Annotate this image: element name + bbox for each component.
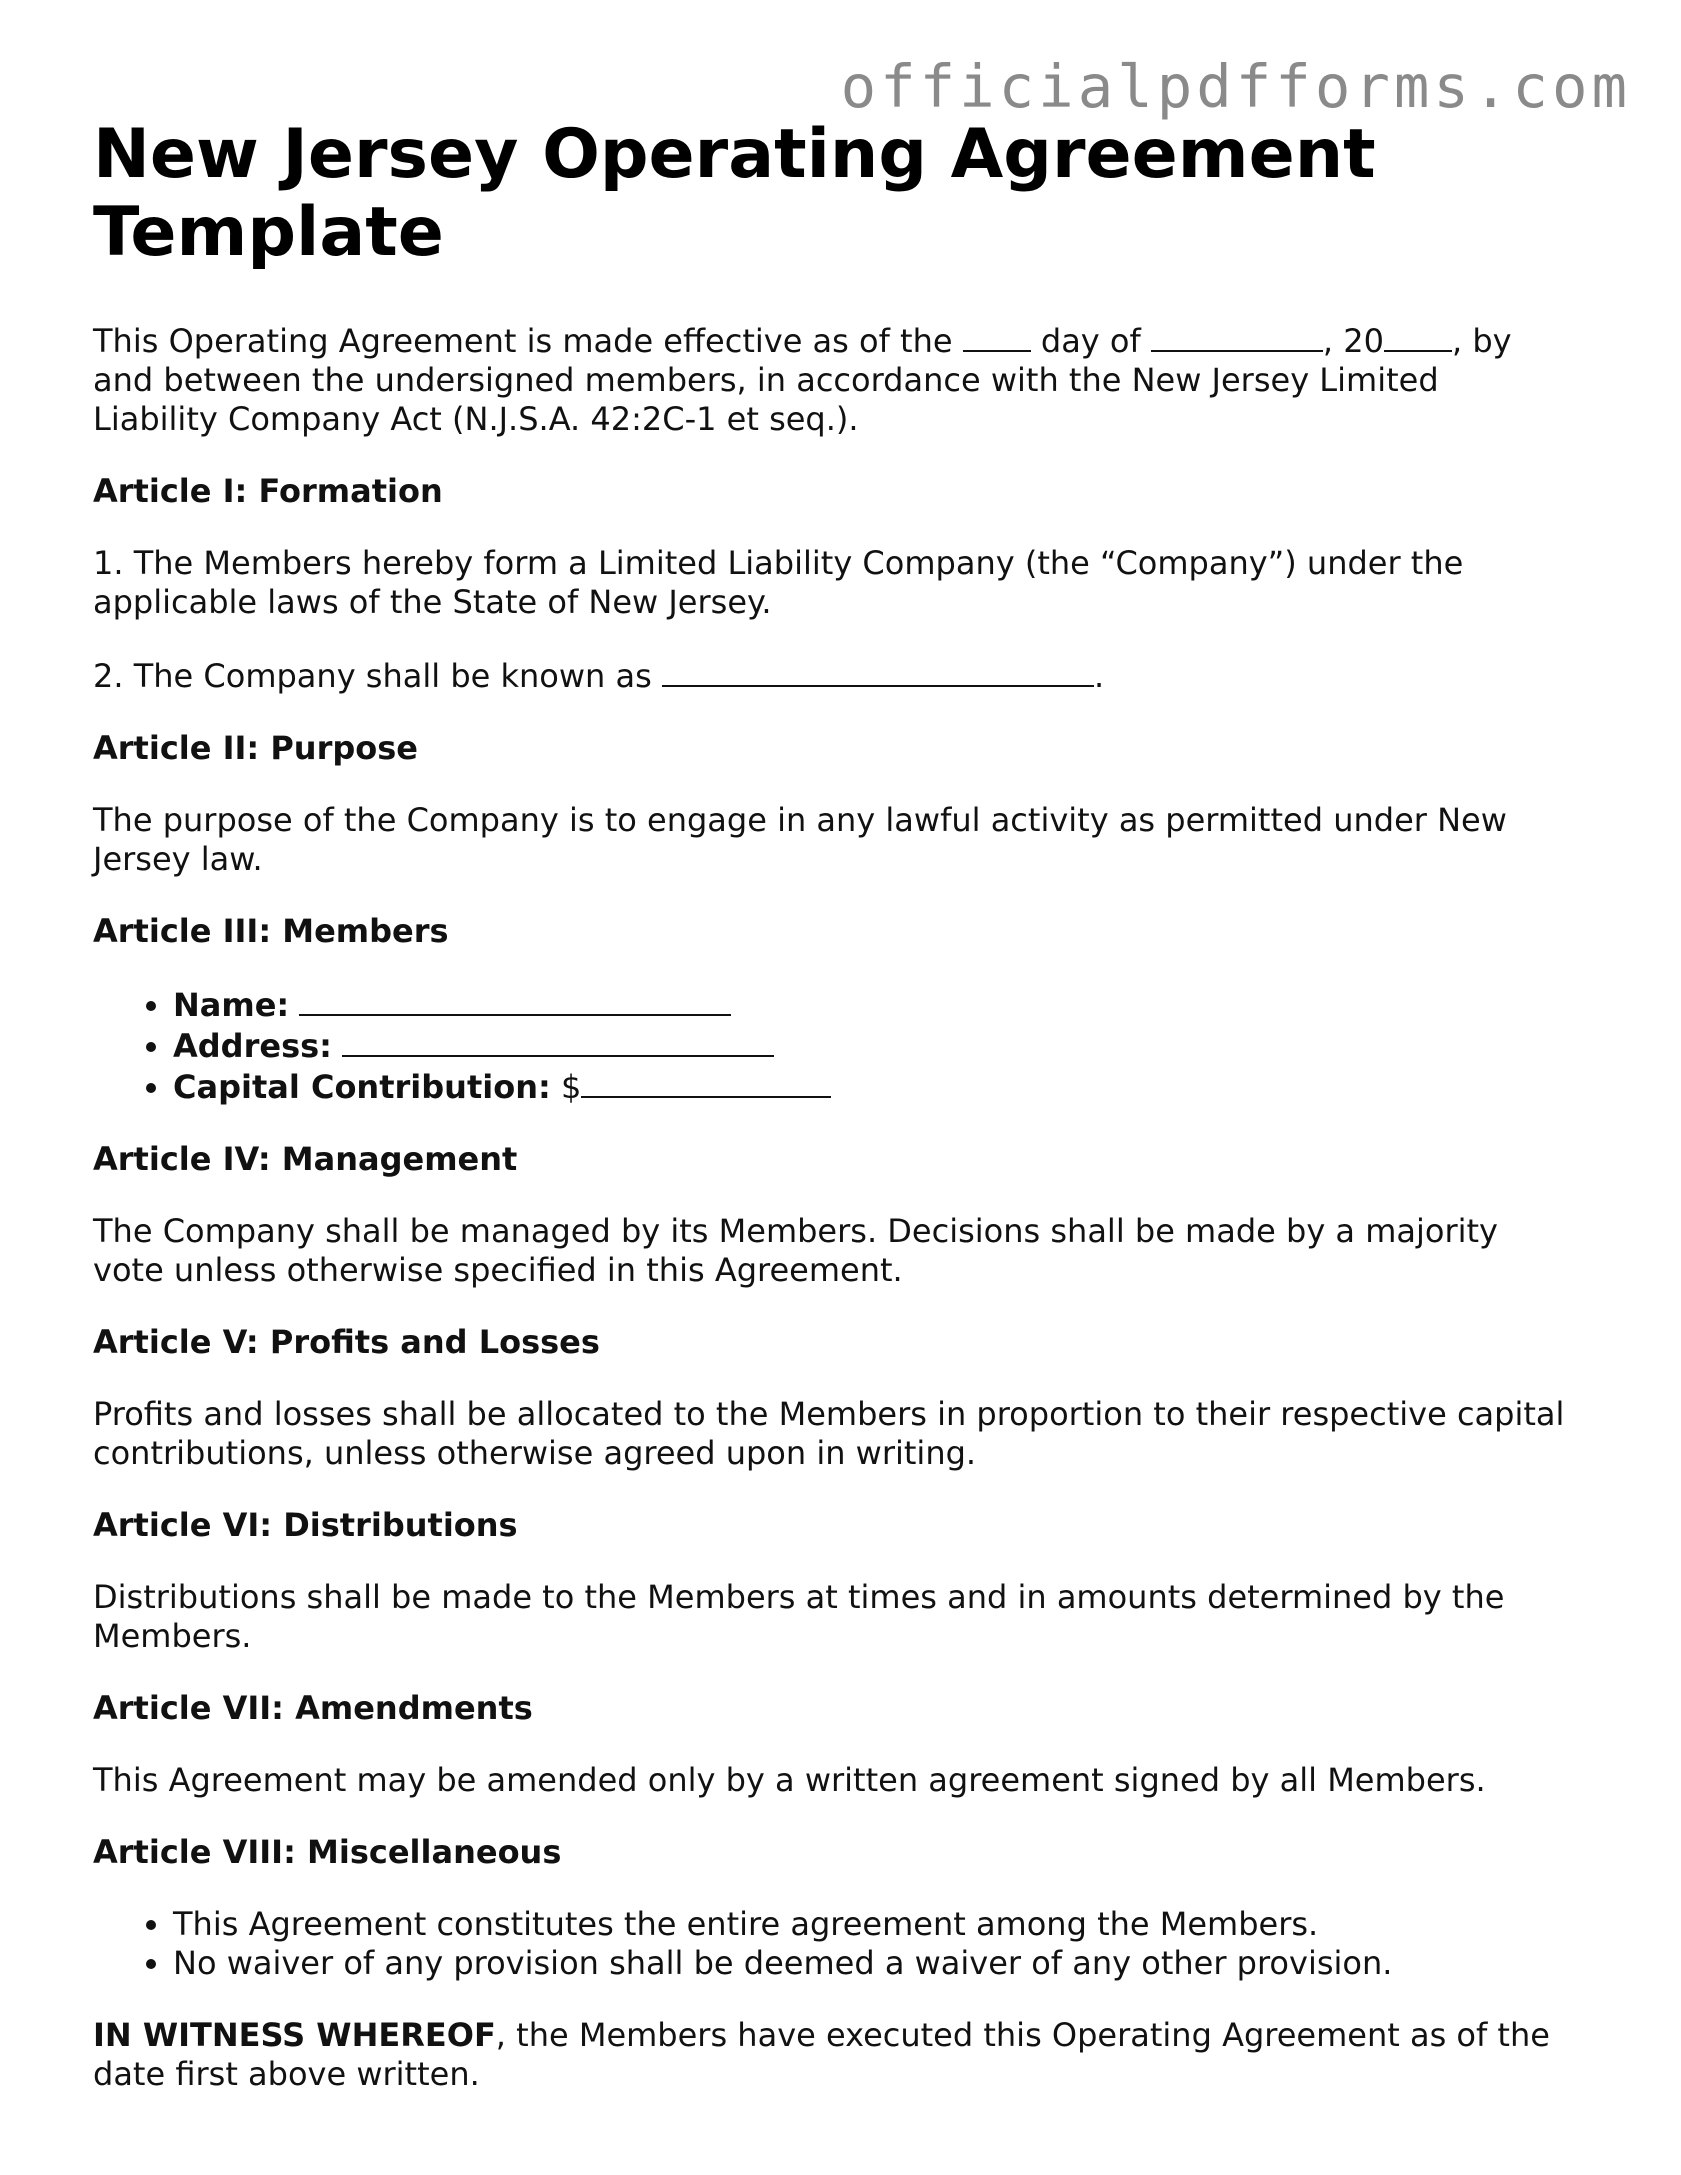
intro-text-end: , by and between the undersigned members, in accordance with the New Jersey Limited Liability Company Act (N.J.S.A. 42:2C-1 et seq.). (93, 322, 1512, 438)
witness-paragraph (93, 2016, 1573, 2094)
list-item: • This Agreement constitutes the entire agreement among the Members. (173, 1905, 1593, 1944)
member-name-label: Name: (173, 986, 290, 1024)
member-address-item (173, 1025, 1593, 1066)
article-3-heading: Article III: Members (93, 912, 449, 950)
month-blank[interactable] (1151, 320, 1323, 352)
member-name-item (173, 984, 1593, 1025)
article-1-heading: Article I: Formation (93, 472, 443, 510)
member-address-label: Address: (173, 1027, 332, 1065)
article-8-heading: Article VIII: Miscellaneous (93, 1833, 562, 1871)
article-1-clause-2 (93, 655, 1573, 696)
article-4-heading: Article IV: Management (93, 1140, 518, 1178)
member-capital-item (173, 1066, 1593, 1107)
member-capital-blank[interactable] (581, 1066, 831, 1098)
member-capital-label: Capital Contribution: (173, 1068, 551, 1106)
article-2-heading: Article II: Purpose (93, 729, 418, 767)
article-5-text: Profits and losses shall be allocated to the Members in proportion to their respective capital contributions, unless otherwise agreed upon in writing. (93, 1395, 1565, 1472)
member-address-blank[interactable] (342, 1025, 774, 1057)
list-item: • No waiver of any provision shall be deemed a waiver of any other provision. (173, 1944, 1593, 1983)
intro-text-start: This Operating Agreement is made effective as of the (93, 322, 953, 360)
watermark: officialpdfforms.com (840, 52, 1631, 121)
member-name-blank[interactable] (299, 984, 731, 1016)
page-title: New Jersey Operating Agreement Template (93, 115, 1376, 272)
day-blank[interactable] (963, 320, 1031, 352)
article-5-heading: Article V: Profits and Losses (93, 1323, 600, 1361)
currency-symbol: $ (560, 1068, 582, 1106)
intro-paragraph (93, 320, 1553, 439)
article-7-text: This Agreement may be amended only by a written agreement signed by all Members. (93, 1761, 1486, 1799)
witness-text: , the Members have executed this Operating Agreement as of the date first above written. (93, 2016, 1550, 2093)
article-6-text: Distributions shall be made to the Members at times and in amounts determined by the Members. (93, 1578, 1505, 1655)
article-1-clause-1: 1. The Members hereby form a Limited Liability Company (the “Company”) under the applicable laws of the State of New Jersey. (93, 544, 1464, 621)
intro-year-prefix: , 20 (1322, 322, 1384, 360)
article-2-text: The purpose of the Company is to engage in any lawful activity as permitted under New Jersey law. (93, 801, 1507, 878)
article-7-heading: Article VII: Amendments (93, 1689, 533, 1727)
company-name-blank[interactable] (662, 655, 1094, 687)
witness-bold: IN WITNESS WHEREOF (93, 2016, 496, 2054)
year-blank[interactable] (1384, 320, 1452, 352)
miscellaneous-list (93, 1905, 1593, 1983)
company-name-period: . (1093, 657, 1105, 695)
article-4-text: The Company shall be managed by its Members. Decisions shall be made by a majority vote unless otherwise specified in this Agreement. (93, 1212, 1498, 1289)
article-6-heading: Article VI: Distributions (93, 1506, 518, 1544)
members-list (93, 984, 1593, 1107)
document-body (93, 116, 1593, 2094)
company-name-label: 2. The Company shall be known as (93, 657, 652, 695)
intro-text-day-of: day of (1040, 322, 1141, 360)
